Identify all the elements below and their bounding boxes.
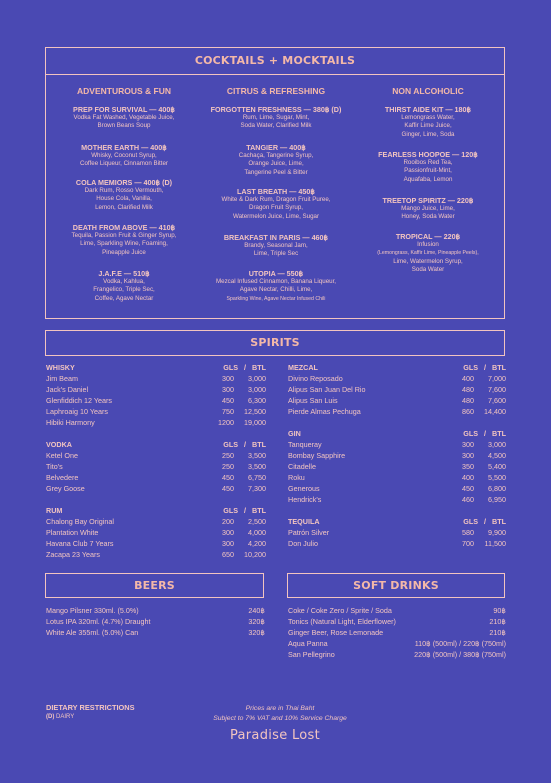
btl-header: BTL bbox=[492, 429, 506, 438]
bottle-price: 3,500 bbox=[248, 462, 266, 471]
cocktail-ingredients: Lime, Sparkling Wine, Foaming, bbox=[80, 240, 168, 248]
spirit-name: Hibiki Harmony bbox=[46, 418, 95, 427]
dietary-code: (D) bbox=[46, 714, 55, 720]
spirit-row bbox=[46, 538, 266, 549]
drink-name: Aqua Panna bbox=[288, 639, 328, 648]
spirit-name: Grey Goose bbox=[46, 484, 85, 493]
glass-price: 1200 bbox=[218, 418, 234, 427]
drink-price: 90฿ bbox=[493, 606, 506, 615]
beers-title-bar bbox=[45, 573, 264, 598]
cocktail-item bbox=[54, 105, 194, 131]
spirits-right-column bbox=[288, 362, 506, 549]
gls-header: GLS bbox=[463, 363, 479, 372]
glass-price: 250 bbox=[222, 451, 234, 460]
spirit-name: Ketel One bbox=[46, 451, 78, 460]
bottle-price: 5,500 bbox=[488, 473, 506, 482]
spirit-category: VODKA bbox=[46, 440, 72, 449]
cocktail-ingredients: Orange Juice, Lime, bbox=[248, 160, 304, 168]
spirit-row bbox=[46, 516, 266, 527]
cocktail-ingredients: Passionfruit-Mint, bbox=[404, 167, 452, 175]
price-columns-header bbox=[436, 362, 506, 373]
btl-header: BTL bbox=[252, 363, 266, 372]
cocktail-ingredients: Watermelon Juice, Lime, Sugar bbox=[232, 212, 320, 220]
cocktail-ingredients: Ginger, Lime, Soda bbox=[401, 130, 455, 138]
drink-name: Lotus IPA 320ml. (4.7%) Draught bbox=[46, 617, 151, 626]
drink-name: San Pellegrino bbox=[288, 650, 335, 659]
price-columns-header bbox=[196, 439, 266, 450]
cocktail-item bbox=[206, 105, 346, 131]
spirit-name: Bombay Sapphire bbox=[288, 451, 346, 460]
bottle-price: 4,200 bbox=[248, 539, 266, 548]
glass-price: 300 bbox=[222, 539, 234, 548]
dietary-title: DIETARY RESTRICTIONS bbox=[46, 703, 135, 712]
spirit-row bbox=[288, 406, 506, 417]
drink-price: 110฿ (500ml) / 220฿ (750ml) bbox=[414, 639, 506, 648]
bottle-price: 7,600 bbox=[488, 385, 506, 394]
glass-price: 480 bbox=[462, 396, 474, 405]
glass-price: 480 bbox=[462, 385, 474, 394]
bottle-price: 7,000 bbox=[488, 374, 506, 383]
cocktail-ingredients: Mezcal Infused Cinnamon, Banana Liqueur, bbox=[215, 278, 337, 285]
drink-name: Tonics (Natural Light, Elderflower) bbox=[288, 617, 396, 626]
cocktail-column-heading: NON ALCOHOLIC bbox=[392, 86, 464, 96]
spirit-category: MEZCAL bbox=[288, 363, 318, 372]
cocktail-ingredients: Sparkling Wine, Agave Nectar Infused Chili bbox=[226, 295, 326, 302]
slash: / bbox=[484, 429, 487, 438]
drink-price: 220฿ (500ml) / 380฿ (750ml) bbox=[414, 650, 506, 659]
glass-price: 450 bbox=[222, 396, 234, 405]
spirit-name: Alipus San Juan Del Rio bbox=[288, 385, 366, 394]
cocktail-ingredients: Kaffir Lime Juice, bbox=[404, 122, 452, 130]
glass-price: 580 bbox=[462, 528, 474, 537]
bottle-price: 7,300 bbox=[248, 484, 266, 493]
spirit-name: Roku bbox=[288, 473, 305, 482]
cocktail-name: TANGIER — 400฿ bbox=[246, 143, 306, 152]
cocktail-name: FORGOTTEN FRESHNESS — 380฿ (D) bbox=[210, 105, 342, 114]
gls-header: GLS bbox=[223, 363, 239, 372]
cocktail-item bbox=[358, 196, 498, 222]
soft-drink-row bbox=[288, 638, 506, 649]
cocktail-ingredients: Frangelico, Triple Sec, bbox=[93, 286, 155, 294]
cocktail-ingredients: Soda Water, Clarified Milk bbox=[240, 122, 312, 130]
price-note bbox=[180, 704, 380, 723]
spirit-category-header bbox=[288, 362, 506, 373]
bottle-price: 6,750 bbox=[248, 473, 266, 482]
glass-price: 460 bbox=[462, 495, 474, 504]
spirit-category-header bbox=[288, 428, 506, 439]
dietary-key bbox=[46, 714, 135, 720]
spirit-row bbox=[288, 461, 506, 472]
price-columns-header bbox=[436, 428, 506, 439]
slash: / bbox=[244, 440, 247, 449]
cocktail-name: UTOPIA — 550฿ bbox=[248, 269, 304, 278]
btl-header: BTL bbox=[492, 363, 506, 372]
glass-price: 300 bbox=[462, 440, 474, 449]
cocktail-column-heading: ADVENTUROUS & FUN bbox=[77, 86, 171, 96]
cocktail-ingredients: Aquafaba, Lemon bbox=[403, 175, 453, 183]
spirit-row bbox=[46, 450, 266, 461]
spirit-row bbox=[288, 439, 506, 450]
cocktail-name: THIRST AIDE KIT — 180฿ bbox=[384, 105, 472, 114]
cocktail-name: PREP FOR SURVIVAL — 400฿ bbox=[73, 105, 175, 114]
btl-header: BTL bbox=[492, 517, 506, 526]
spirit-row bbox=[46, 483, 266, 494]
bottle-price: 4,500 bbox=[488, 451, 506, 460]
cocktail-ingredients: Cachaça, Tangerine Syrup, bbox=[238, 152, 314, 159]
cocktail-ingredients: Mango Juice, Lime, bbox=[401, 205, 455, 212]
gls-header: GLS bbox=[223, 440, 239, 449]
spirit-row bbox=[288, 483, 506, 494]
btl-header: BTL bbox=[252, 506, 266, 515]
cocktail-item bbox=[358, 105, 498, 139]
bottle-price: 6,950 bbox=[488, 495, 506, 504]
cocktail-ingredients: Agave Nectar, Chilli, Lime, bbox=[239, 286, 313, 294]
drink-price: 320฿ bbox=[248, 628, 265, 637]
glass-price: 750 bbox=[222, 407, 234, 416]
cocktail-ingredients: Lemon, Clarified Milk bbox=[95, 203, 153, 211]
spirit-name: Generous bbox=[288, 484, 320, 493]
glass-price: 860 bbox=[462, 407, 474, 416]
cocktail-ingredients: Brown Beans Soup bbox=[97, 122, 151, 130]
spirit-name: Tanqueray bbox=[288, 440, 322, 449]
cocktail-ingredients: Lime, Watermelon Syrup, bbox=[393, 257, 463, 265]
bottle-price: 2,500 bbox=[248, 517, 266, 526]
soft-drinks-title: SOFT DRINKS bbox=[353, 579, 439, 592]
spirit-row bbox=[288, 538, 506, 549]
spirit-row bbox=[46, 472, 266, 483]
cocktail-item bbox=[206, 269, 346, 303]
glass-price: 300 bbox=[222, 528, 234, 537]
spirit-row bbox=[46, 373, 266, 384]
bottle-price: 3,000 bbox=[248, 374, 266, 383]
cocktail-name: DEATH FROM ABOVE — 410฿ bbox=[72, 223, 176, 232]
spirit-name: Jack's Daniel bbox=[46, 385, 89, 394]
beers-title: BEERS bbox=[134, 579, 175, 592]
spirit-row bbox=[46, 395, 266, 406]
soft-drinks-list bbox=[288, 605, 506, 660]
spirit-row bbox=[288, 527, 506, 538]
spirit-name: Laphroaig 10 Years bbox=[46, 407, 108, 416]
spirit-row bbox=[288, 494, 506, 505]
spirit-row bbox=[46, 417, 266, 428]
cocktail-name: COLA MEMIORS — 400฿ (D) bbox=[75, 178, 173, 187]
price-columns-header bbox=[196, 505, 266, 516]
glass-price: 700 bbox=[462, 539, 474, 548]
glass-price: 650 bbox=[222, 550, 234, 559]
spirit-name: Citadelle bbox=[288, 462, 316, 471]
cocktail-item bbox=[206, 143, 346, 177]
beer-row bbox=[46, 627, 265, 638]
spirit-category: RUM bbox=[46, 506, 63, 515]
cocktail-item bbox=[206, 233, 346, 259]
cocktail-ingredients: Pineapple Juice bbox=[102, 248, 146, 256]
cocktail-ingredients: Vodka Fat Washed, Vegetable Juice, bbox=[73, 114, 175, 121]
slash: / bbox=[484, 363, 487, 372]
drink-name: Ginger Beer, Rose Lemonade bbox=[288, 628, 384, 637]
cocktail-name: FEARLESS HOOPOE — 120฿ bbox=[378, 150, 478, 159]
cocktail-ingredients: Brandy, Seasonal Jam, bbox=[244, 242, 308, 249]
beer-row bbox=[46, 605, 265, 616]
glass-price: 250 bbox=[222, 462, 234, 471]
spirit-row bbox=[46, 406, 266, 417]
cocktail-ingredients: Coffee Liqueur, Cinnamon Bitter bbox=[80, 160, 168, 168]
beer-row bbox=[46, 616, 265, 627]
slash: / bbox=[244, 363, 247, 372]
soft-drink-row bbox=[288, 616, 506, 627]
dietary-restrictions bbox=[46, 703, 135, 720]
bottle-price: 9,900 bbox=[488, 528, 506, 537]
spirit-name: Alipus San Luis bbox=[288, 396, 338, 405]
soft-drink-row bbox=[288, 605, 506, 616]
bottle-price: 5,400 bbox=[488, 462, 506, 471]
cocktail-name: LAST BREATH — 450฿ bbox=[237, 187, 315, 196]
spirits-title: SPIRITS bbox=[250, 336, 300, 349]
bottle-price: 7,600 bbox=[488, 396, 506, 405]
cocktail-item bbox=[54, 143, 194, 169]
spirits-left-column bbox=[46, 362, 266, 560]
cocktail-item bbox=[54, 269, 194, 303]
cocktail-ingredients: Coffee, Agave Nectar bbox=[94, 294, 154, 302]
cocktail-name: TROPICAL — 220฿ bbox=[395, 232, 461, 241]
cocktail-name: J.A.F.E — 510฿ bbox=[98, 269, 150, 278]
spirit-category-header bbox=[46, 439, 266, 450]
bottle-price: 6,300 bbox=[248, 396, 266, 405]
spirit-name: Don Julio bbox=[288, 539, 318, 548]
spirit-name: Jim Beam bbox=[46, 374, 78, 383]
slash: / bbox=[244, 506, 247, 515]
bottle-price: 11,500 bbox=[484, 539, 506, 548]
cocktail-ingredients: Soda Water bbox=[411, 266, 445, 274]
beers-list bbox=[46, 605, 265, 638]
cocktail-item bbox=[358, 150, 498, 184]
slash: / bbox=[484, 517, 487, 526]
drink-name: Mango Pilsner 330ml. (5.0%) bbox=[46, 606, 139, 615]
soft-drinks-title-bar bbox=[287, 573, 505, 598]
cocktail-ingredients: Dark Rum, Rosso Vermouth, bbox=[84, 187, 164, 194]
soft-drink-row bbox=[288, 649, 506, 660]
cocktail-ingredients: Tangerine Peel & Bitter bbox=[244, 168, 308, 176]
gls-header: GLS bbox=[223, 506, 239, 515]
glass-price: 400 bbox=[462, 374, 474, 383]
price-note-line-1: Prices are in Thai Baht bbox=[245, 705, 315, 712]
spirit-row bbox=[288, 472, 506, 483]
cocktail-item bbox=[54, 178, 194, 212]
cocktail-ingredients: White & Dark Rum, Dragon Fruit Puree, bbox=[221, 196, 331, 203]
cocktail-ingredients: Dragon Fruit Syrup, bbox=[249, 204, 303, 212]
glass-price: 450 bbox=[462, 484, 474, 493]
cocktail-ingredients: House Cola, Vanilla, bbox=[96, 195, 152, 203]
spirit-row bbox=[46, 461, 266, 472]
cocktail-name: BREAKFAST IN PARIS — 460฿ bbox=[223, 233, 329, 242]
spirit-name: Patrón Silver bbox=[288, 528, 330, 537]
spirit-category-header bbox=[46, 362, 266, 373]
brand-logo: Paradise Lost bbox=[229, 728, 321, 743]
spirit-name: Glenfiddich 12 Years bbox=[46, 396, 112, 405]
soft-drink-row bbox=[288, 627, 506, 638]
spirit-row bbox=[288, 395, 506, 406]
cocktails-section bbox=[45, 47, 505, 319]
spirit-row bbox=[288, 384, 506, 395]
spirit-name: Zacapa 23 Years bbox=[46, 550, 100, 559]
drink-price: 240฿ bbox=[248, 606, 265, 615]
spirit-name: Tito's bbox=[46, 462, 63, 471]
glass-price: 400 bbox=[462, 473, 474, 482]
spirit-category: GIN bbox=[288, 429, 301, 438]
cocktail-ingredients: Lime, Triple Sec bbox=[253, 250, 299, 258]
spirit-category: WHISKY bbox=[46, 363, 75, 372]
glass-price: 300 bbox=[462, 451, 474, 460]
spirits-title-bar bbox=[45, 330, 505, 356]
glass-price: 350 bbox=[462, 462, 474, 471]
spirit-name: Divino Reposado bbox=[288, 374, 343, 383]
bottle-price: 14,400 bbox=[484, 407, 506, 416]
cocktail-ingredients: Rooibos Red Tea, bbox=[403, 159, 453, 166]
price-columns-header bbox=[196, 362, 266, 373]
drink-name: White Ale 355ml. (5.0%) Can bbox=[46, 628, 139, 637]
spirit-name: Hendrick's bbox=[288, 495, 322, 504]
bottle-price: 19,000 bbox=[244, 418, 266, 427]
cocktails-title: COCKTAILS + MOCKTAILS bbox=[194, 54, 356, 67]
dietary-label: DAIRY bbox=[56, 714, 75, 720]
spirit-name: Belvedere bbox=[46, 473, 79, 482]
spirit-name: Havana Club 7 Years bbox=[46, 539, 114, 548]
spirit-category-header bbox=[46, 505, 266, 516]
spirit-row bbox=[288, 450, 506, 461]
spirit-row bbox=[46, 549, 266, 560]
cocktail-ingredients: Infusion bbox=[417, 241, 439, 248]
bottle-price: 3,000 bbox=[248, 385, 266, 394]
spirit-name: Plantation White bbox=[46, 528, 99, 537]
cocktail-ingredients: (Lemongrass, Kaffir Lime, Pineapple Peels), bbox=[377, 250, 479, 257]
drink-name: Coke / Coke Zero / Sprite / Soda bbox=[288, 606, 392, 615]
spirit-name: Chalong Bay Original bbox=[46, 517, 114, 526]
glass-price: 300 bbox=[222, 374, 234, 383]
bottle-price: 10,200 bbox=[244, 550, 266, 559]
btl-header: BTL bbox=[252, 440, 266, 449]
cocktail-item bbox=[358, 232, 498, 275]
cocktail-ingredients: Tequila, Passion Fruit & Ginger Syrup, bbox=[71, 232, 177, 239]
bottle-price: 3,500 bbox=[248, 451, 266, 460]
cocktail-item bbox=[54, 223, 194, 257]
cocktail-ingredients: Honey, Soda Water bbox=[401, 213, 455, 221]
drink-price: 210฿ bbox=[489, 628, 506, 637]
price-note-line-2: Subject to 7% VAT and 10% Service Charge bbox=[213, 714, 347, 722]
spirit-row bbox=[46, 527, 266, 538]
cocktail-ingredients: Rum, Lime, Sugar, Mint, bbox=[242, 114, 310, 121]
glass-price: 450 bbox=[222, 484, 234, 493]
spirit-row bbox=[288, 373, 506, 384]
cocktail-ingredients: Vodka, Kahlua, bbox=[103, 278, 145, 285]
glass-price: 300 bbox=[222, 385, 234, 394]
cocktail-name: MOTHER EARTH — 400฿ bbox=[81, 143, 167, 152]
drink-price: 320฿ bbox=[248, 617, 265, 626]
glass-price: 450 bbox=[222, 473, 234, 482]
cocktail-item bbox=[206, 187, 346, 221]
cocktail-name: TREETOP SPIRITZ — 220฿ bbox=[382, 196, 474, 205]
gls-header: GLS bbox=[463, 517, 479, 526]
bottle-price: 6,800 bbox=[488, 484, 506, 493]
cocktails-title-bar bbox=[46, 48, 504, 75]
spirit-name: Pierde Almas Pechuga bbox=[288, 407, 361, 416]
drink-price: 210฿ bbox=[489, 617, 506, 626]
cocktail-ingredients: Whisky, Coconut Syrup, bbox=[91, 152, 157, 159]
spirit-category-header bbox=[288, 516, 506, 527]
gls-header: GLS bbox=[463, 429, 479, 438]
spirit-category: TEQUILA bbox=[288, 517, 320, 526]
bottle-price: 12,500 bbox=[244, 407, 266, 416]
cocktail-column-heading: CITRUS & REFRESHING bbox=[226, 86, 326, 96]
cocktail-ingredients: Lemongrass Water, bbox=[401, 114, 455, 121]
glass-price: 200 bbox=[222, 517, 234, 526]
spirit-row bbox=[46, 384, 266, 395]
bottle-price: 3,000 bbox=[488, 440, 506, 449]
bottle-price: 4,000 bbox=[248, 528, 266, 537]
price-columns-header bbox=[436, 516, 506, 527]
